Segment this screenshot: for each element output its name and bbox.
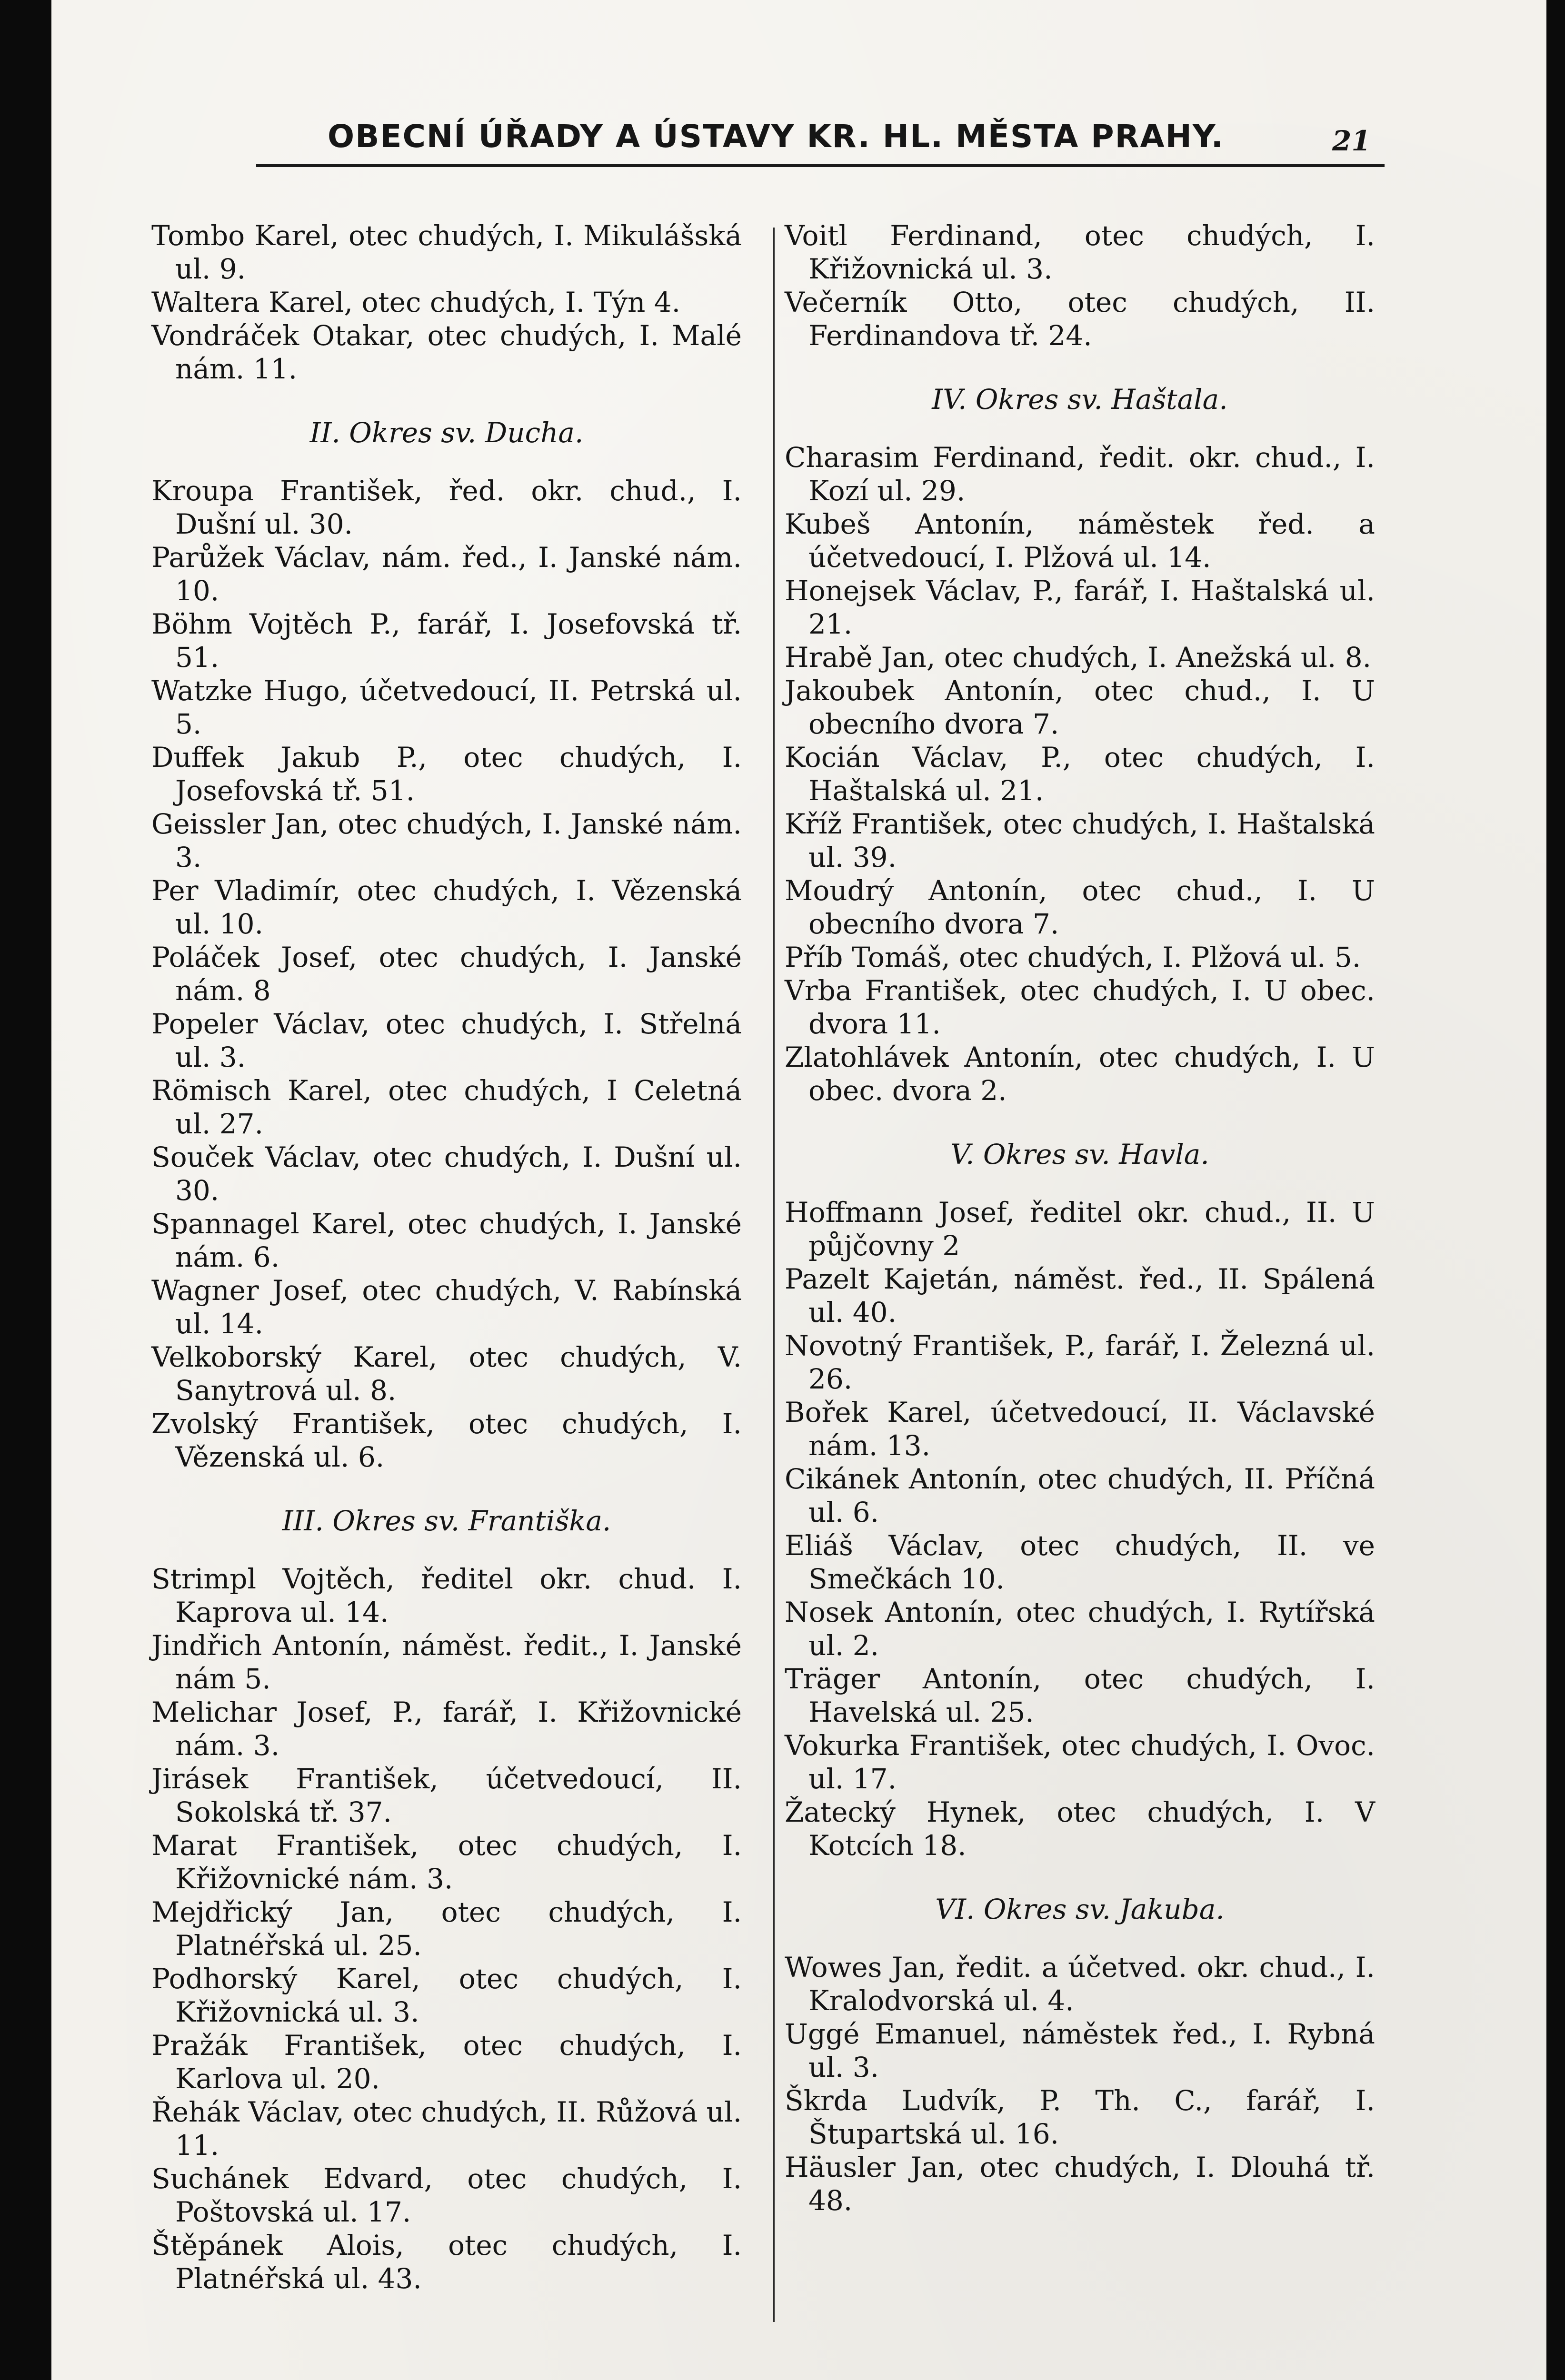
list-item: Marat František, otec chudých, I. Křižovnické nám. 3. [151,1829,742,1895]
list-item: Strimpl Vojtěch, ředitel okr. chud. I. Kaprova ul. 14. [151,1563,742,1628]
list-item: Träger Antonín, otec chudých, I. Havelská ul. 25. [785,1663,1375,1728]
right-column [785,219,1375,2217]
list-item: Watzke Hugo, účetvedoucí, II. Petrská ul. 5. [151,674,742,740]
list-item: Uggé Emanuel, náměstek řed., I. Rybná ul. 3. [785,2018,1375,2083]
list-item: Škrda Ludvík, P. Th. C., farář, I. Štupartská ul. 16. [785,2084,1375,2150]
list-item: Suchánek Edvard, otec chudých, I. Poštovská ul. 17. [151,2162,742,2228]
header-rule [256,164,1385,167]
left-column [151,219,742,2295]
list-item: Jindřich Antonín, náměst. ředit., I. Janské nám 5. [151,1629,742,1695]
list-item: Wagner Josef, otec chudých, V. Rabínská ul. 14. [151,1274,742,1340]
list-item: Nosek Antonín, otec chudých, I. Rytířská ul. 2. [785,1596,1375,1662]
list-item: Popeler Václav, otec chudých, I. Střelná ul. 3. [151,1008,742,1073]
list-item: Duffek Jakub P., otec chudých, I. Josefovská tř. 51. [151,741,742,807]
book-page [51,0,1546,2380]
list-item: Eliáš Václav, otec chudých, II. ve Smečkách 10. [785,1529,1375,1595]
list-item: Hoffmann Josef, ředitel okr. chud., II. U půjčovny 2 [785,1196,1375,1262]
section-list-okres-sv-frantiska [151,1562,742,2295]
list-item: Velkoborský Karel, otec chudých, V. Sanytrová ul. 8. [151,1341,742,1407]
right-intro-list [785,219,1375,352]
list-item: Jakoubek Antonín, otec chud., I. U obecního dvora 7. [785,674,1375,740]
list-item: Kocián Václav, P., otec chudých, I. Haštalská ul. 21. [785,741,1375,807]
list-item: Zvolský František, otec chudých, I. Vězenská ul. 6. [151,1408,742,1473]
list-item: Souček Václav, otec chudých, I. Dušní ul. 30. [151,1141,742,1207]
list-item: Wowes Jan, ředit. a účetved. okr. chud., I. Kralodvorská ul. 4. [785,1951,1375,2017]
list-item: Žatecký Hynek, otec chudých, I. V Kotcích 18. [785,1796,1375,1862]
list-item: Pazelt Kajetán, náměst. řed., II. Spálená ul. 40. [785,1263,1375,1329]
list-item: Pražák František, otec chudých, I. Karlova ul. 20. [151,2029,742,2095]
list-item: Häusler Jan, otec chudých, I. Dlouhá tř. 48. [785,2151,1375,2217]
section-list-okres-sv-hastala [785,441,1375,1107]
section-heading-okres-sv-hastala: IV. Okres sv. Haštala. [932,383,1228,416]
list-item: Vokurka František, otec chudých, I. Ovoc. ul. 17. [785,1729,1375,1795]
list-item: Novotný František, P., farář, I. Železná ul. 26. [785,1329,1375,1395]
list-item: Řehák Václav, otec chudých, II. Růžová ul. 11. [151,2096,742,2162]
section-list-okres-sv-havla [785,1196,1375,1862]
section-heading-okres-sv-ducha: II. Okres sv. Ducha. [309,416,584,449]
list-item: Hrabě Jan, otec chudých, I. Anežská ul. 8. [785,641,1372,674]
list-item: Honejsek Václav, P., farář, I. Haštalská ul. 21. [785,575,1375,640]
list-item: Zlatohlávek Antonín, otec chudých, I. U obec. dvora 2. [785,1041,1375,1107]
list-item: Melichar Josef, P., farář, I. Křižovnické nám. 3. [151,1696,742,1762]
list-item: Podhorský Karel, otec chudých, I. Křižovnická ul. 3. [151,1963,742,2028]
section-heading-okres-sv-frantiska: III. Okres sv. Františka. [282,1505,611,1537]
page-number: 21 [1332,125,1371,157]
list-item: Böhm Vojtěch P., farář, I. Josefovská tř. 51. [151,608,742,674]
list-item: Waltera Karel, otec chudých, I. Týn 4. [151,286,681,318]
list-item: Parůžek Václav, nám. řed., I. Janské nám. 10. [151,541,742,607]
list-item: Štěpánek Alois, otec chudých, I. Platnéřská ul. 43. [151,2229,742,2295]
list-item: Voitl Ferdinand, otec chudých, I. Křižovnická ul. 3. [785,219,1375,285]
list-item: Poláček Josef, otec chudých, I. Janské nám. 8 [151,941,742,1007]
column-divider [773,228,775,2322]
list-item: Kubeš Antonín, náměstek řed. a účetvedoucí, I. Plžová ul. 14. [785,508,1375,574]
section-heading-okres-sv-jakuba: VI. Okres sv. Jakuba. [935,1893,1225,1925]
list-item: Mejdřický Jan, otec chudých, I. Platnéřská ul. 25. [151,1896,742,1962]
list-item: Römisch Karel, otec chudých, I Celetná ul. 27. [151,1074,742,1140]
list-item: Geissler Jan, otec chudých, I. Janské nám. 3. [151,808,742,873]
list-item: Večerník Otto, otec chudých, II. Ferdinandova tř. 24. [785,286,1375,352]
list-item: Vrba František, otec chudých, I. U obec. dvora 11. [785,974,1375,1040]
running-header: OBECNÍ ÚŘADY A ÚSTAVY KR. HL. MĚSTA PRAHY. [328,118,1224,155]
section-list-okres-sv-ducha [151,474,742,1474]
list-item: Tombo Karel, otec chudých, I. Mikulášská ul. 9. [151,219,742,285]
list-item: Vondráček Otakar, otec chudých, I. Malé nám. 11. [151,319,742,385]
list-item: Cikánek Antonín, otec chudých, II. Příčná ul. 6. [785,1463,1375,1528]
section-list-okres-sv-jakuba [785,1951,1375,2217]
list-item: Bořek Karel, účetvedoucí, II. Václavské nám. 13. [785,1396,1375,1462]
list-item: Per Vladimír, otec chudých, I. Vězenská ul. 10. [151,874,742,940]
list-item: Moudrý Antonín, otec chud., I. U obecního dvora 7. [785,874,1375,940]
list-item: Charasim Ferdinand, ředit. okr. chud., I. Kozí ul. 29. [785,441,1375,507]
list-item: Kříž František, otec chudých, I. Haštalská ul. 39. [785,808,1375,873]
list-item: Příb Tomáš, otec chudých, I. Plžová ul. 5. [785,941,1361,973]
list-item: Spannagel Karel, otec chudých, I. Janské nám. 6. [151,1208,742,1273]
left-intro-list [151,219,742,386]
list-item: Jirásek František, účetvedoucí, II. Sokolská tř. 37. [151,1763,742,1828]
list-item: Kroupa František, řed. okr. chud., I. Dušní ul. 30. [151,475,742,540]
section-heading-okres-sv-havla: V. Okres sv. Havla. [950,1138,1209,1170]
